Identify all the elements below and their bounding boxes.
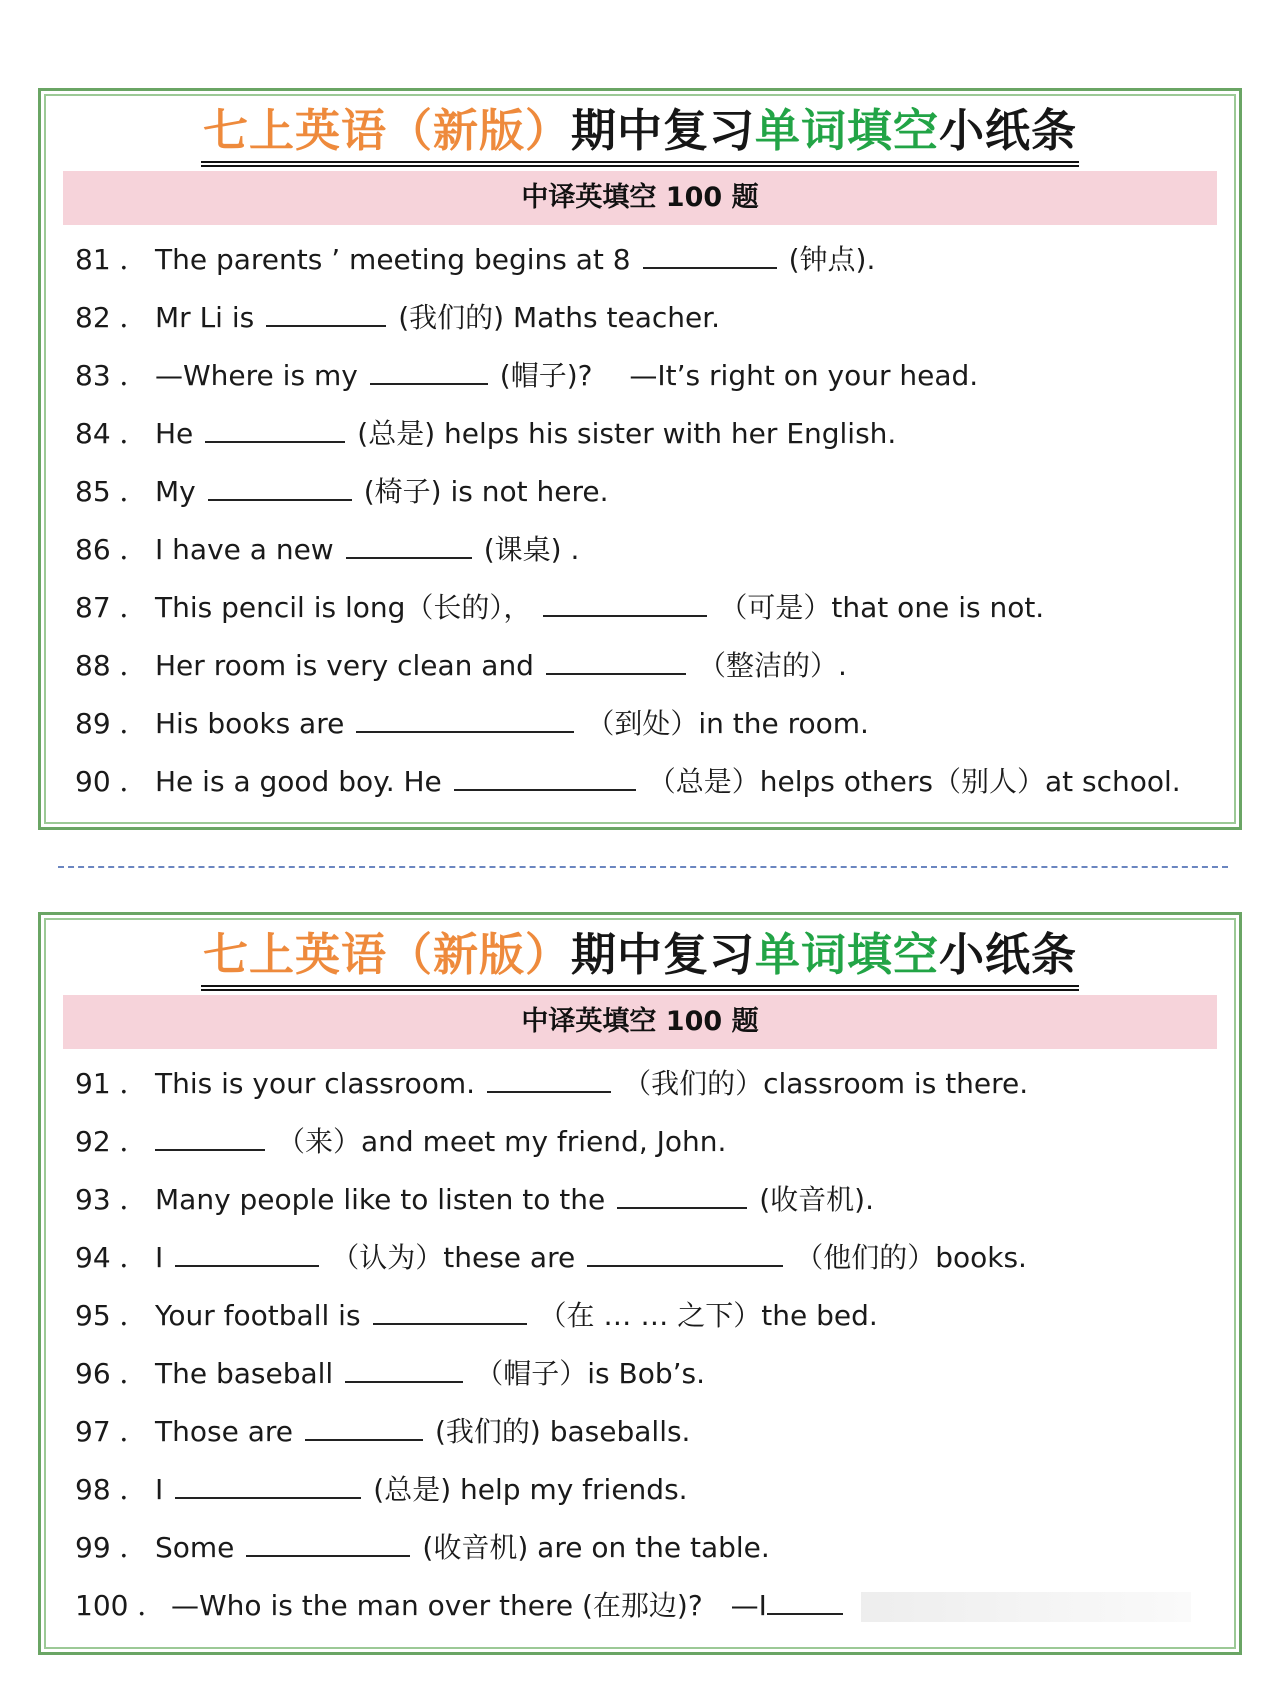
- answer-blank[interactable]: [543, 585, 707, 617]
- title-part-1: 七上英语（新版）: [202, 104, 571, 157]
- answer-blank[interactable]: [155, 1119, 265, 1151]
- section-subtitle: 中译英填空 100 题: [63, 171, 1217, 225]
- answer-blank[interactable]: [356, 701, 574, 733]
- question-93: 93 ． Many people like to listen to the (收音机).: [75, 1176, 1219, 1224]
- worksheet-card-2: [38, 912, 1242, 1655]
- question-86: 86 ． I have a new (课桌) .: [75, 526, 1219, 574]
- answer-blank[interactable]: [345, 1351, 463, 1383]
- question-91: 91 ． This is your classroom. （我们的）classroom is there.: [75, 1060, 1219, 1108]
- question-94: 94 ． I （认为）these are （他们的）books.: [75, 1234, 1219, 1282]
- question-89: 89 ． His books are （到处）in the room.: [75, 700, 1219, 748]
- answer-blank[interactable]: [208, 469, 352, 501]
- title-part-3: 单词填空: [755, 928, 940, 981]
- question-81: 81 ． The parents ’ meeting begins at 8 (钟点).: [75, 236, 1219, 284]
- question-100: 100 ． —Who is the man over there (在那边)? —I: [75, 1582, 1219, 1630]
- answer-blank[interactable]: [587, 1235, 783, 1267]
- question-95: 95 ． Your football is （在 … … 之下）the bed.: [75, 1292, 1219, 1340]
- answer-blank[interactable]: [373, 1293, 527, 1325]
- answer-blank[interactable]: [370, 353, 488, 385]
- answer-blank[interactable]: [346, 527, 472, 559]
- question-87: 87 ． This pencil is long（长的）， （可是）that one is not.: [75, 584, 1219, 632]
- title-part-1: 七上英语（新版）: [202, 928, 571, 981]
- answer-blank[interactable]: [305, 1409, 423, 1441]
- title-part-3: 单词填空: [755, 104, 940, 157]
- answer-blank[interactable]: [643, 237, 777, 269]
- question-84: 84 ． He (总是) helps his sister with her English.: [75, 410, 1219, 458]
- title-part-4: 小纸条: [939, 928, 1078, 981]
- answer-blank[interactable]: [546, 643, 686, 675]
- question-99: 99 ． Some (收音机) are on the table.: [75, 1524, 1219, 1572]
- question-98: 98 ． I (总是) help my friends.: [75, 1466, 1219, 1514]
- question-90: 90 ． He is a good boy. He （总是）helps others（别人）at school.: [75, 758, 1219, 806]
- question-82: 82 ． Mr Li is (我们的) Maths teacher.: [75, 294, 1219, 342]
- worksheet-title: [41, 927, 1239, 991]
- section-subtitle: 中译英填空 100 题: [63, 995, 1217, 1049]
- faded-smudge: [861, 1592, 1191, 1622]
- worksheet-title: [41, 103, 1239, 167]
- answer-blank[interactable]: [266, 295, 386, 327]
- question-97: 97 ． Those are (我们的) baseballs.: [75, 1408, 1219, 1456]
- answer-blank[interactable]: [767, 1583, 843, 1615]
- answer-blank[interactable]: [487, 1061, 611, 1093]
- answer-blank[interactable]: [454, 759, 636, 791]
- question-85: 85 ． My (椅子) is not here.: [75, 468, 1219, 516]
- answer-blank[interactable]: [617, 1177, 747, 1209]
- answer-blank[interactable]: [175, 1467, 361, 1499]
- question-96: 96 ． The baseball （帽子）is Bob’s.: [75, 1350, 1219, 1398]
- dashed-divider: [58, 866, 1228, 868]
- answer-blank[interactable]: [205, 411, 345, 443]
- worksheet-card-1: [38, 88, 1242, 830]
- title-part-4: 小纸条: [939, 104, 1078, 157]
- answer-blank[interactable]: [246, 1525, 410, 1557]
- answer-blank[interactable]: [175, 1235, 319, 1267]
- title-part-2: 期中复习: [570, 104, 755, 157]
- question-83: 83 ． —Where is my (帽子)? —It’s right on your head.: [75, 352, 1219, 400]
- question-88: 88 ． Her room is very clean and （整洁的）.: [75, 642, 1219, 690]
- title-part-2: 期中复习: [570, 928, 755, 981]
- question-92: 92 ． （来）and meet my friend, John.: [75, 1118, 1219, 1166]
